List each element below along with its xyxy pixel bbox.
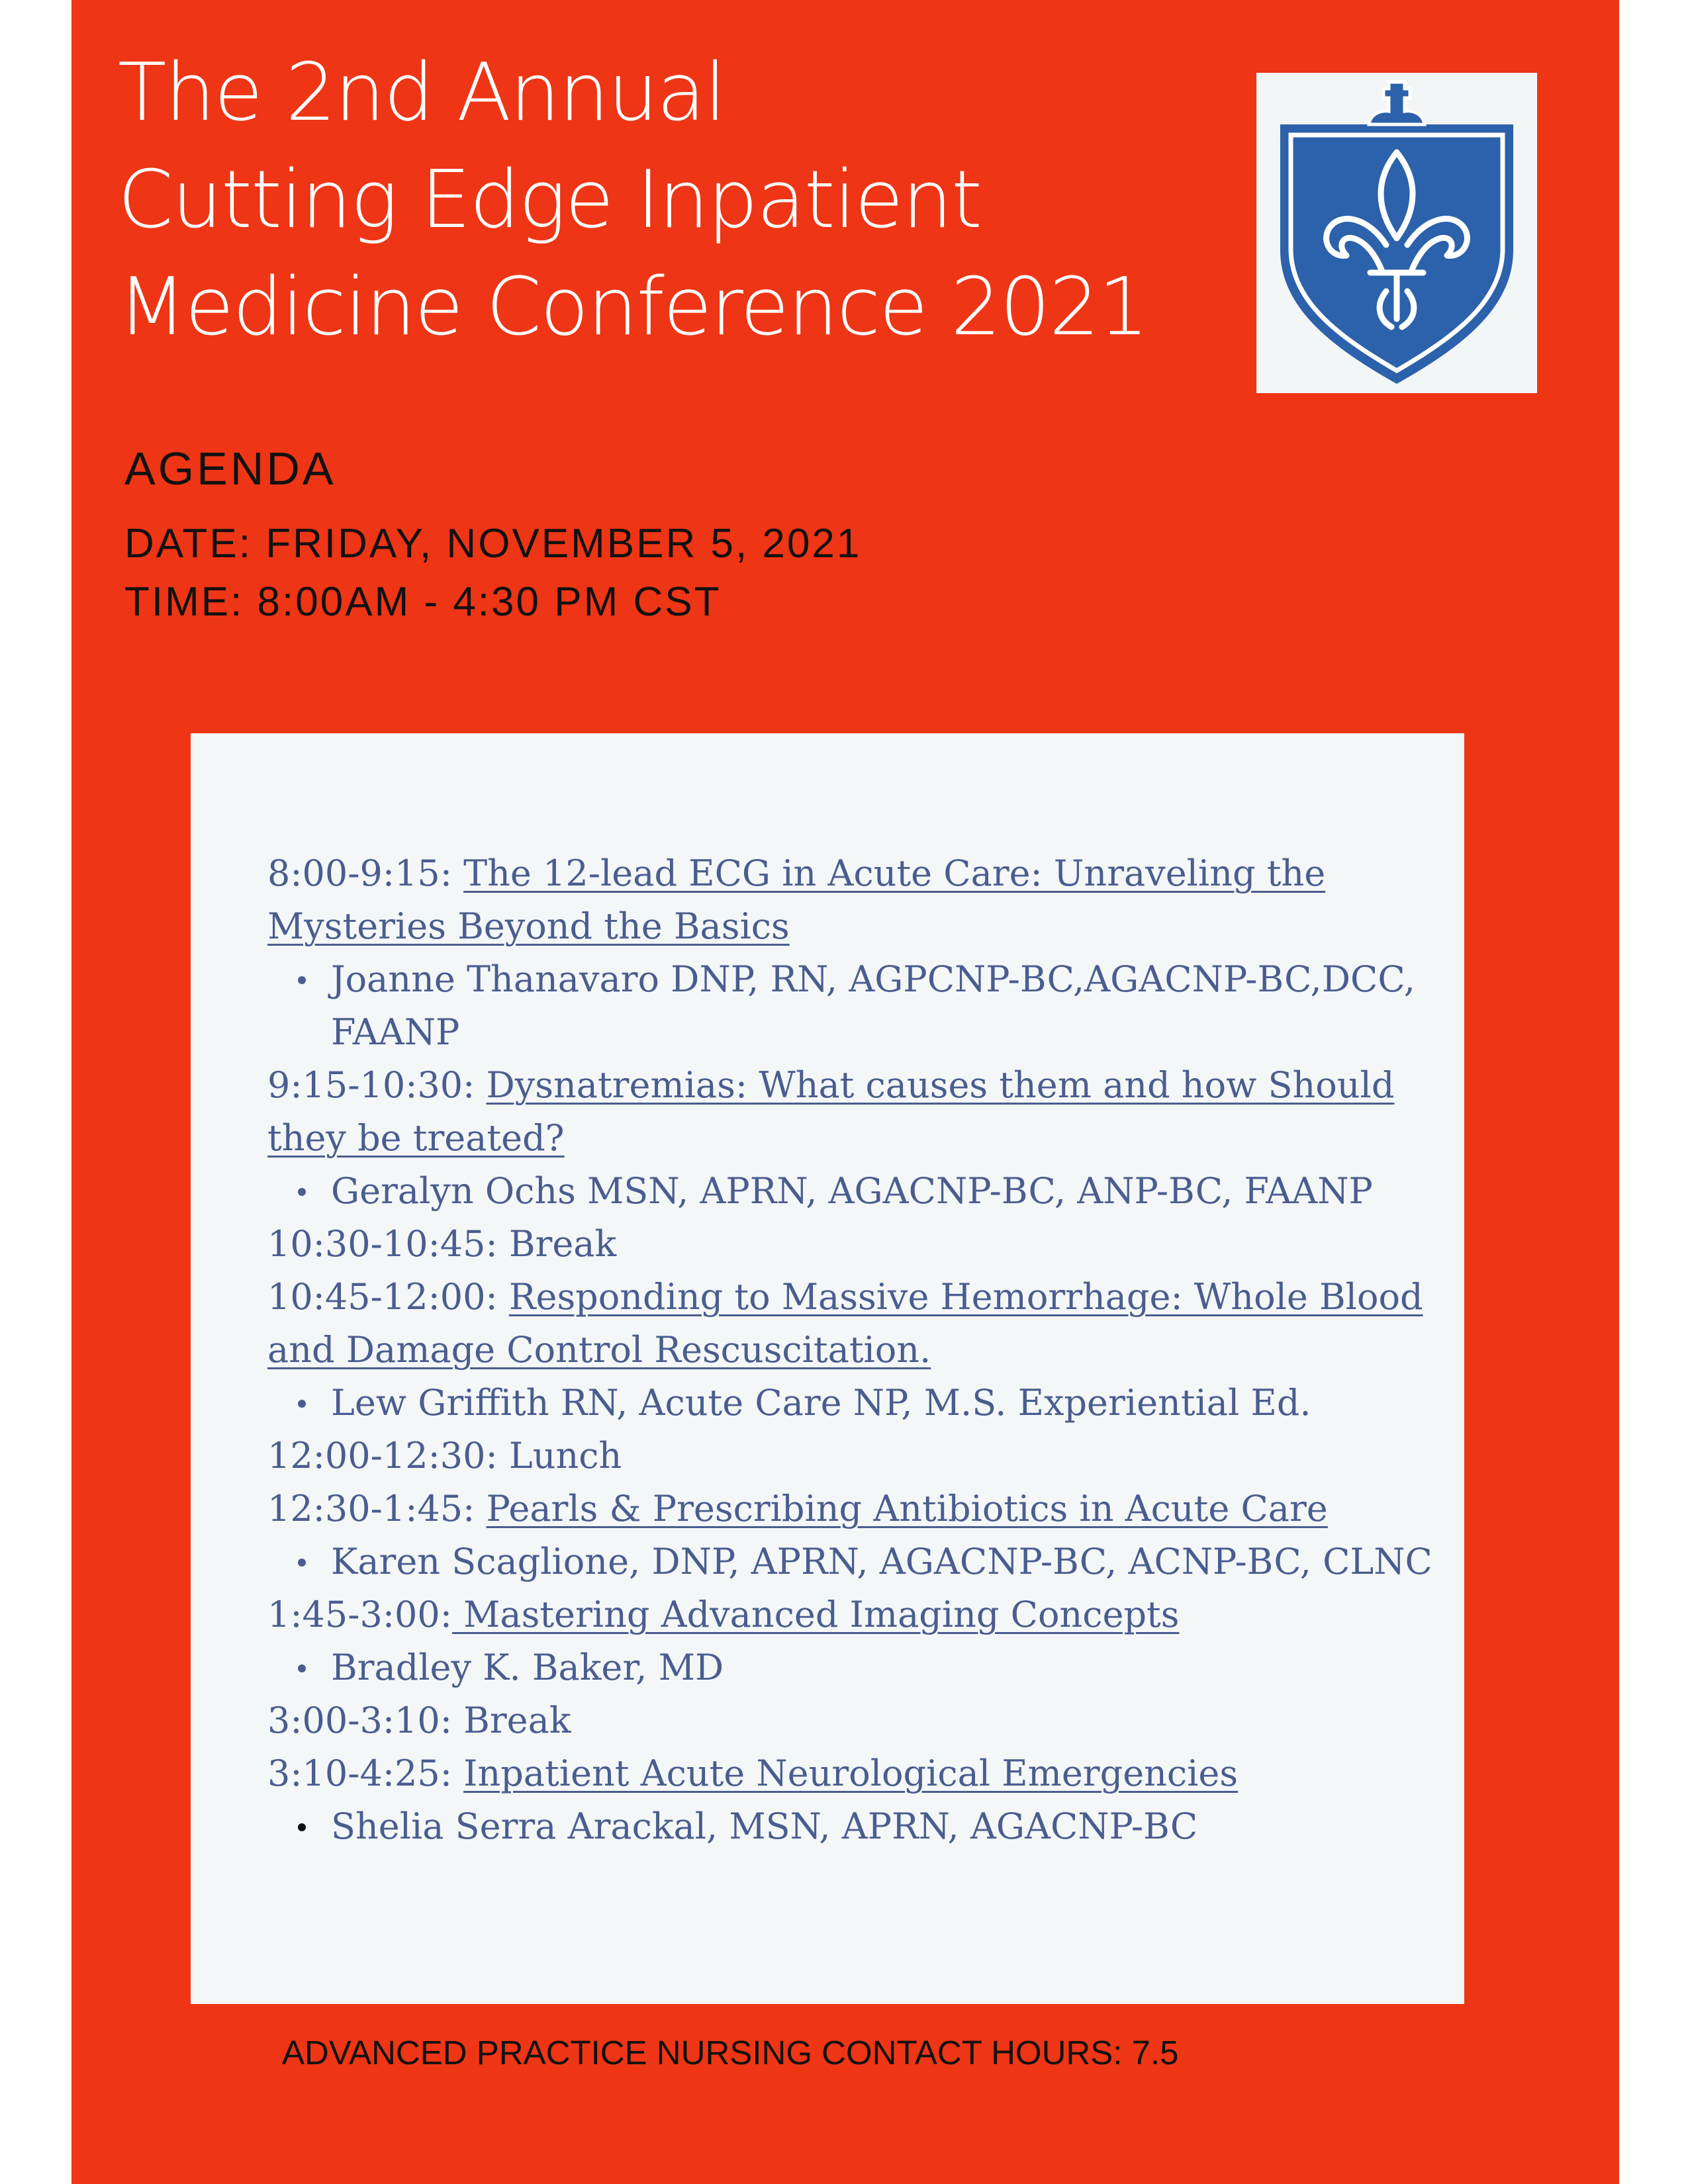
title-line-1: The 2nd Annual [118, 47, 726, 139]
speaker-item: Lew Griffith RN, Acute Care NP, M.S. Experiential Ed. [331, 1377, 1446, 1430]
session-time: 10:45-12:00: Responding to Massive Hemorrhage: Whole Blood and Damage Control Rescuscitation. [267, 1276, 1423, 1371]
agenda-heading: AGENDA [124, 443, 336, 494]
speaker-item: Bradley K. Baker, MD [331, 1641, 1446, 1694]
session-topic-link[interactable]: The 12-lead ECG in Acute Care: Unraveling the Mysteries Beyond the Basics [267, 852, 1326, 947]
break-item: 10:30-10:45: Break [267, 1223, 617, 1265]
session-topic-link[interactable]: Responding to Massive Hemorrhage: Whole Blood and Damage Control Rescuscitation. [267, 1276, 1423, 1371]
event-time: TIME: 8:00AM - 4:30 PM CST [124, 579, 722, 625]
session-topic-link[interactable]: Dysnatremias: What causes them and how Should they be treated? [267, 1064, 1395, 1159]
speaker-item: Shelia Serra Arackal, MSN, APRN, AGACNP-BC [331, 1800, 1446, 1853]
session-list [267, 847, 1446, 1853]
title-line-2: Cutting Edge Inpatient [118, 154, 981, 246]
speaker-list [267, 1800, 1446, 1853]
session-time: 9:15-10:30: Dysnatremias: What causes them and how Should they be treated? [267, 1064, 1395, 1159]
session-time: 3:10-4:25: Inpatient Acute Neurological Emergencies [267, 1752, 1239, 1794]
speaker-list [267, 1641, 1446, 1694]
lunch-item: 12:00-12:30: Lunch [267, 1435, 622, 1477]
fleur-de-lis-shield-logo [1256, 73, 1537, 393]
conference-flyer [71, 0, 1619, 2184]
speaker-list [267, 1165, 1446, 1218]
session-time: 12:30-1:45: Pearls & Prescribing Antibiotics in Acute Care [267, 1488, 1328, 1529]
contact-hours: ADVANCED PRACTICE NURSING CONTACT HOURS: 7.5 [282, 2034, 1179, 2071]
conference-title [118, 40, 1147, 361]
title-line-3: Medicine Conference 2021 [118, 261, 1148, 353]
session-time: 1:45-3:00: Mastering Advanced Imaging Concepts [267, 1594, 1180, 1635]
speaker-item: Geralyn Ochs MSN, APRN, AGACNP-BC, ANP-BC, FAANP [331, 1165, 1446, 1218]
speaker-item: Joanne Thanavaro DNP, RN, AGPCNP-BC,AGACNP-BC,DCC, FAANP [331, 953, 1446, 1059]
speaker-item: Karen Scaglione, DNP, APRN, AGACNP-BC, ACNP-BC, CLNC [331, 1535, 1446, 1588]
speaker-list [267, 1377, 1446, 1430]
speaker-list [267, 1535, 1446, 1588]
session-topic-link[interactable]: Mastering Advanced Imaging Concepts [451, 1594, 1180, 1635]
event-date: DATE: FRIDAY, NOVEMBER 5, 2021 [124, 521, 862, 567]
agenda-card [191, 733, 1464, 2004]
session-topic-link[interactable]: Pearls & Prescribing Antibiotics in Acute Care [486, 1488, 1328, 1529]
speaker-list [267, 953, 1446, 1059]
logo-panel [1256, 73, 1537, 393]
break-item: 3:00-3:10: Break [267, 1700, 571, 1741]
session-time: 8:00-9:15: The 12-lead ECG in Acute Care: Unraveling the Mysteries Beyond the Basics [267, 852, 1326, 947]
session-topic-link[interactable]: Inpatient Acute Neurological Emergencies [463, 1752, 1239, 1794]
